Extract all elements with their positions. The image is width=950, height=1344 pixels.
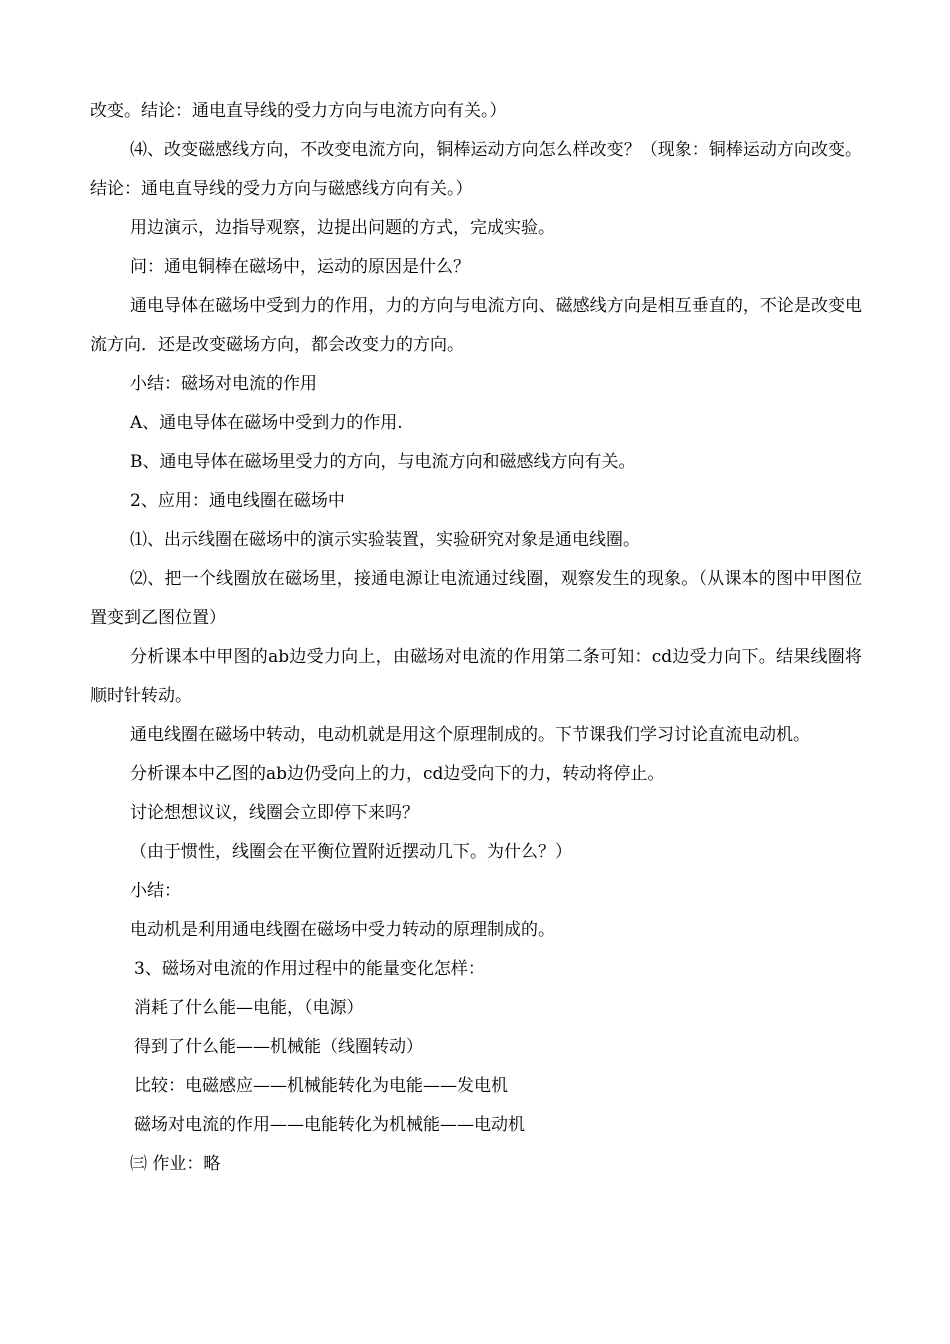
paragraph-discussion: 讨论想想议议，线圈会立即停下来吗？ <box>130 803 419 823</box>
paragraph-conclusion-current: 改变。结论：通电直导线的受力方向与电流方向有关。） <box>90 101 507 121</box>
paragraph-app-step-2: ⑵、把一个线圈放在磁场里，接通电源让电流通过线圈，观察发生的现象。（从课本的图中甲图位置变到乙图位置） <box>90 569 862 628</box>
paragraph-demo-method: 用边演示，边指导观察，边提出问题的方式，完成实验。 <box>130 218 555 238</box>
paragraph-motor-principle: 通电线圈在磁场中转动，电动机就是用这个原理制成的。下节课我们学习讨论直流电动机。 <box>130 725 810 745</box>
paragraph-energy-gained: 得到了什么能——机械能（线圈转动） <box>134 1037 423 1057</box>
paragraph-inertia: （由于惯性，线圈会在平衡位置附近摆动几下。为什么？） <box>130 842 572 862</box>
paragraph-energy-consumed: 消耗了什么能—电能，（电源） <box>134 998 364 1018</box>
paragraph-summary-heading: 小结：磁场对电流的作用 <box>130 374 317 394</box>
paragraph-compare-motor: 磁场对电流的作用——电能转化为机械能——电动机 <box>134 1115 525 1135</box>
paragraph-explanation: 通电导体在磁场中受到力的作用，力的方向与电流方向、磁感线方向是相互垂直的，不论是改变电流方向．还是改变磁场方向，都会改变力的方向。 <box>90 296 862 355</box>
paragraph-motor-summary: 电动机是利用通电线圈在磁场中受力转动的原理制成的。 <box>130 920 555 940</box>
paragraph-question: 问：通电铜棒在磁场中，运动的原因是什么？ <box>130 257 470 277</box>
document-page <box>90 92 862 1184</box>
paragraph-application-heading: 2、应用：通电线圈在磁场中 <box>130 491 345 511</box>
paragraph-app-step-1: ⑴、出示线圈在磁场中的演示实验装置，实验研究对象是通电线圈。 <box>130 530 640 550</box>
paragraph-energy-heading: 3、磁场对电流的作用过程中的能量变化怎样： <box>134 959 485 979</box>
paragraph-step-4: ⑷、改变磁感线方向，不改变电流方向，铜棒运动方向怎么样改变？（现象：铜棒运动方向改变。结论：通电直导线的受力方向与磁感线方向有关。） <box>90 140 862 199</box>
paragraph-summary-b: B、通电导体在磁场里受力的方向，与电流方向和磁感线方向有关。 <box>130 452 636 472</box>
paragraph-analysis-jia: 分析课本中甲图的ab边受力向上，由磁场对电流的作用第二条可知：cd边受力向下。结果线圈将顺时针转动。 <box>90 647 862 706</box>
paragraph-summary2-heading: 小结： <box>130 881 181 901</box>
paragraph-summary-a: A、通电导体在磁场中受到力的作用. <box>130 413 403 433</box>
paragraph-compare-generator: 比较：电磁感应——机械能转化为电能——发电机 <box>134 1076 508 1096</box>
paragraph-analysis-yi: 分析课本中乙图的ab边仍受向上的力，cd边受向下的力，转动将停止。 <box>130 764 665 784</box>
paragraph-homework: ㈢ 作业：略 <box>130 1154 221 1174</box>
